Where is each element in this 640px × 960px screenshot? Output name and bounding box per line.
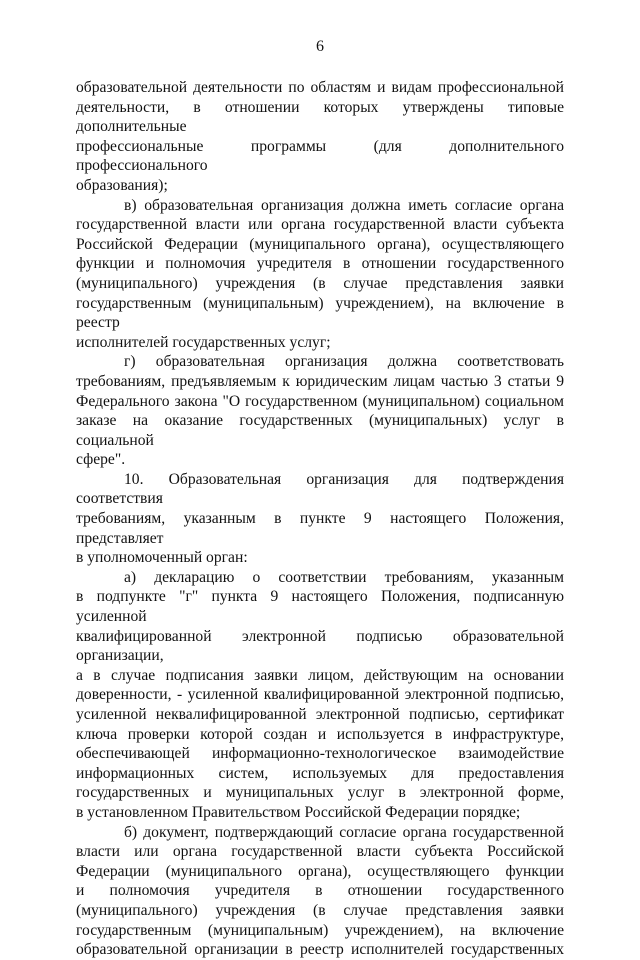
paragraph-item-v — [76, 196, 564, 353]
paragraph-item-a — [76, 568, 564, 823]
text-line: требованиям, предъявляемым к юридическим лицам частью 3 статьи 9 — [76, 372, 564, 390]
text-line: в установленном Правительством Российской Федерации порядке; — [76, 803, 521, 821]
text-line: государственным (муниципальным) учреждением), на включение в реестр — [76, 294, 564, 332]
text-line: в подпункте "г" пункта 9 настоящего Положения, подписанную усиленной — [76, 588, 564, 626]
text-line: в уполномоченный орган: — [76, 549, 248, 567]
paragraph-item-b — [76, 823, 564, 960]
text-line: образования); — [76, 176, 168, 194]
text-line: профессиональные программы (для дополнительного профессионального — [76, 137, 564, 175]
text-line: а в случае подписания заявки лицом, действующим на основании — [76, 666, 564, 684]
text-line: г) образовательная организация должна соответствовать — [124, 353, 564, 371]
text-line: в) образовательная организация должна иметь согласие органа — [124, 196, 564, 214]
text-line: а) декларацию о соответствии требованиям, указанным — [124, 568, 564, 586]
text-line: сфере". — [76, 451, 126, 469]
text-line: образовательной деятельности по областям и видам профессиональной — [76, 79, 564, 96]
text-line: усиленной неквалифицированной электронной подписью, сертификат — [76, 706, 564, 723]
text-line: 10. Образовательная организация для подтверждения соответствия — [76, 470, 564, 508]
text-line: государственной власти или органа государственной власти субъекта — [76, 216, 564, 234]
paragraph-item-g — [76, 352, 564, 470]
paragraph-continuation — [76, 78, 564, 196]
text-line: и полномочия учредителя в отношении государственного — [76, 882, 564, 900]
text-line: доверенности, - усиленной квалифицированной электронной подписью, — [76, 686, 564, 704]
text-line: Федерального закона "О государственном (муниципальном) социальном — [76, 392, 564, 410]
text-line: исполнителей государственных услуг; — [76, 333, 331, 351]
text-line: Российской Федерации (муниципального органа), осуществляющего — [76, 235, 564, 253]
text-line: деятельности, в отношении которых утверждены типовые дополнительные — [76, 98, 564, 136]
text-line: Федерации (муниципального органа), осуществляющего функции — [76, 862, 564, 880]
text-line: обеспечивающей информационно-технологическое взаимодействие — [76, 745, 564, 763]
text-line: государственным (муниципальным) учреждением), на включение — [76, 921, 564, 939]
text-line: требованиям, указанным в пункте 9 настоящего Положения, представляет — [76, 510, 564, 547]
text-line: государственных и муниципальных услуг в электронной форме, — [76, 784, 564, 802]
text-line: квалифицированной электронной подписью образовательной организации, — [76, 627, 564, 665]
text-line: образовательной организации в реестр исполнителей государственных — [76, 941, 564, 959]
text-line: власти или органа государственной власти субъекта Российской — [76, 843, 564, 861]
text-line: б) документ, подтверждающий согласие органа государственной — [124, 823, 564, 841]
text-line: (муниципального) учреждения (в случае представления заявки — [76, 901, 564, 919]
document-body — [76, 78, 564, 960]
text-line: ключа проверки которой создан и используется в инфраструктуре, — [76, 725, 564, 743]
text-line: (муниципального) учреждения (в случае представления заявки — [76, 274, 564, 292]
text-line: функции и полномочия учредителя в отношении государственного — [76, 255, 564, 273]
text-line: заказе на оказание государственных (муниципальных) услуг в социальной — [76, 412, 564, 449]
page-number: 6 — [316, 38, 324, 55]
text-line: информационных систем, используемых для предоставления — [76, 764, 564, 782]
paragraph-point-10 — [76, 470, 564, 568]
